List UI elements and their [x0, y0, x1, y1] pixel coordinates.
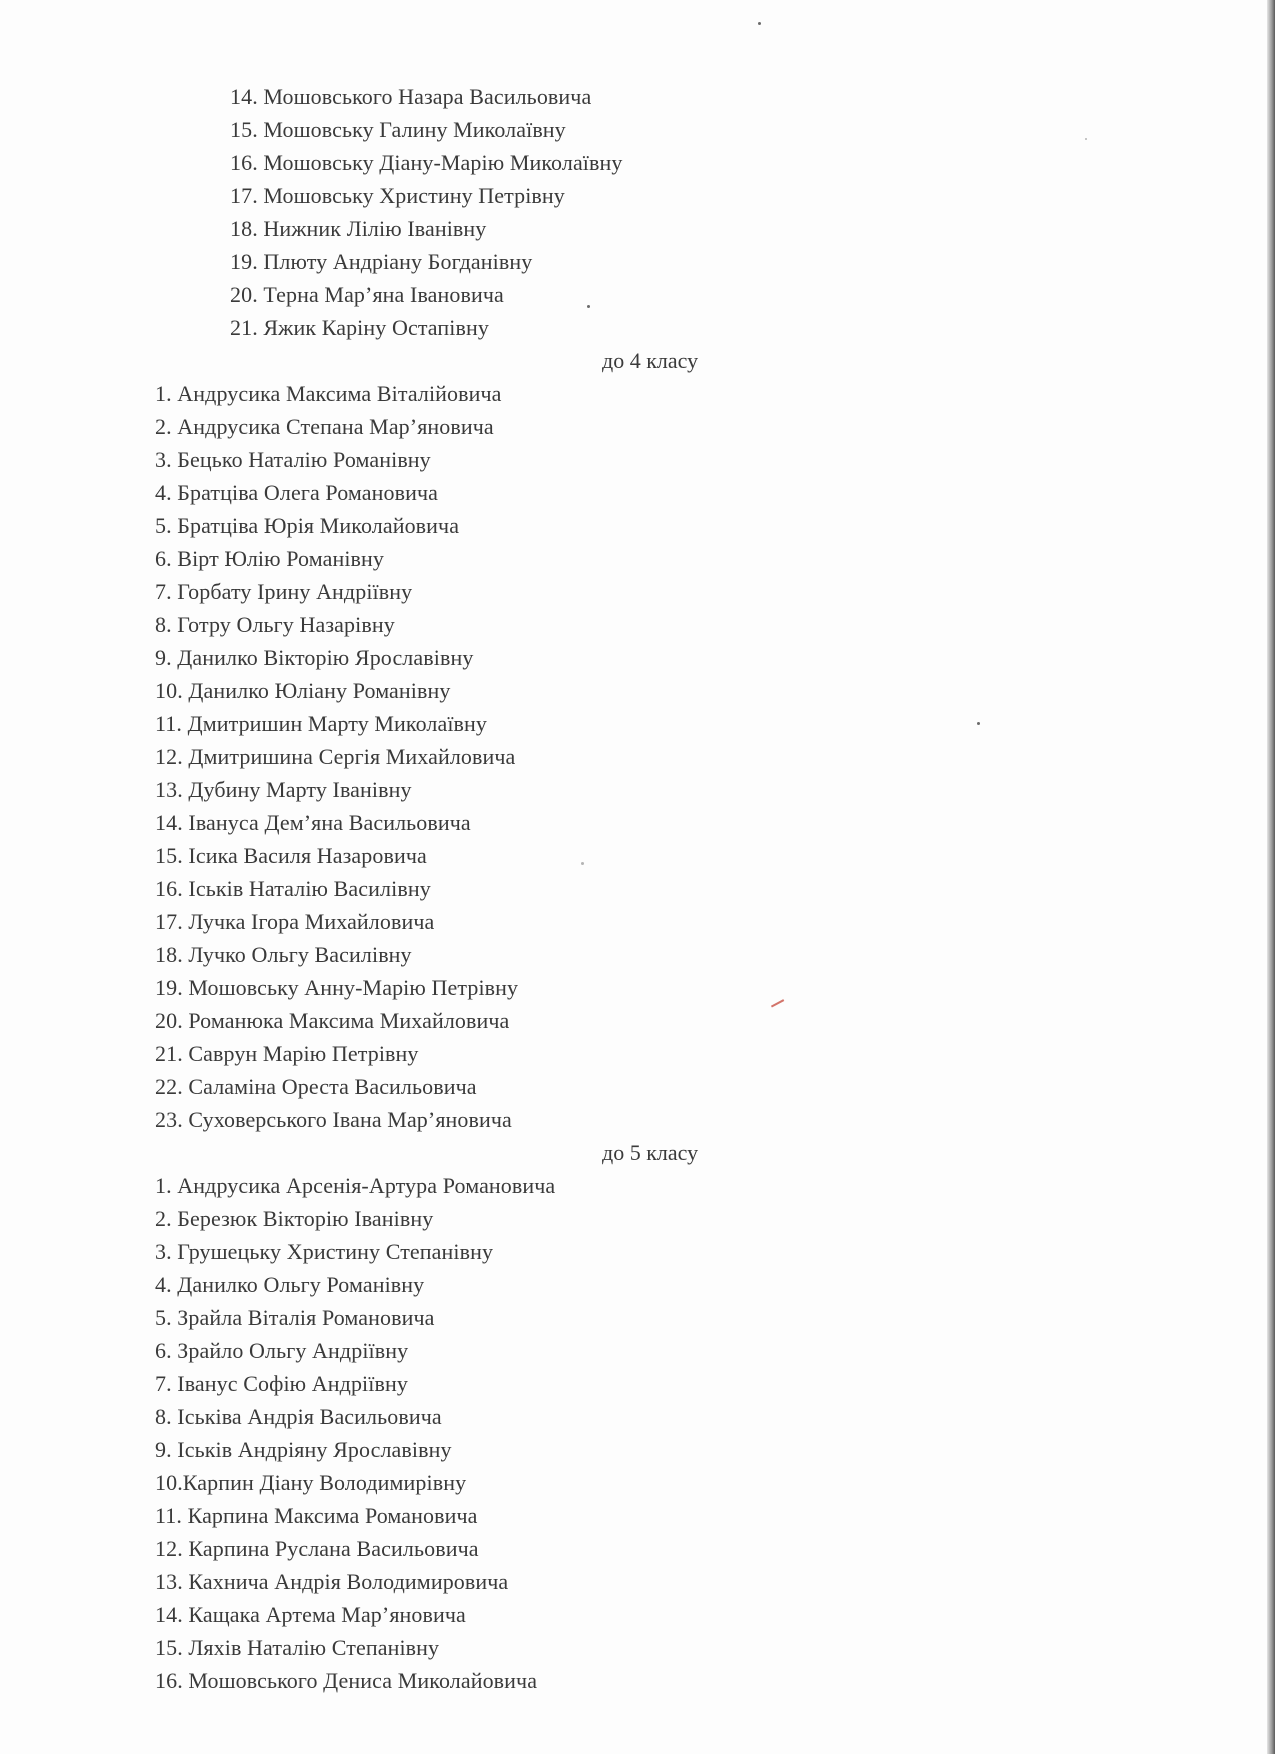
list-item: 10. Данилко Юліану Романівну [155, 678, 451, 703]
list-item: 9. Данилко Вікторію Ярославівну [155, 645, 474, 670]
list-item: 9. Іськів Андріяну Ярославівну [155, 1437, 452, 1462]
list-item: 14. Кащака Артема Мар’яновича [155, 1602, 466, 1627]
continuation-list [0, 80, 1260, 344]
list-item: 18. Лучко Ольгу Василівну [155, 942, 412, 967]
list-item: 21. Яжик Каріну Остапівну [230, 315, 489, 340]
list-item: 20. Романюка Максима Михайловича [155, 1008, 510, 1033]
list-item: 1. Андрусика Арсенія-Артура Романовича [155, 1173, 556, 1198]
list-item: 6. Зрайло Ольгу Андріївну [155, 1338, 409, 1363]
list-item: 16. Мошовську Діану-Марію Миколаївну [230, 150, 623, 175]
list-item: 18. Нижник Лілію Іванівну [230, 216, 487, 241]
list-item: 14. Мошовського Назара Васильовича [230, 84, 592, 109]
scan-edge-shadow [1267, 0, 1275, 1754]
list-item: 15. Ляхів Наталію Степанівну [155, 1635, 440, 1660]
document-body [0, 80, 1260, 1697]
list-item: 2. Березюк Вікторію Іванівну [155, 1206, 434, 1231]
list-item: 11. Карпина Максима Романовича [155, 1503, 478, 1528]
list-item: 4. Братціва Олега Романовича [155, 480, 438, 505]
grade5-heading: до 5 класу [602, 1140, 699, 1165]
list-item: 13. Кахнича Андрія Володимировича [155, 1569, 509, 1594]
list-item: 6. Вірт Юлію Романівну [155, 546, 385, 571]
list-item: 12. Дмитришина Сергія Михайловича [155, 744, 516, 769]
list-item: 15. Ісика Василя Назаровича [155, 843, 427, 868]
list-item: 19. Мошовську Анну-Марію Петрівну [155, 975, 519, 1000]
list-item: 1. Андрусика Максима Віталійовича [155, 381, 502, 406]
list-item: 8. Готру Ольгу Назарівну [155, 612, 395, 637]
list-item: 15. Мошовську Галину Миколаївну [230, 117, 566, 142]
list-item: 21. Саврун Марію Петрівну [155, 1041, 419, 1066]
list-item: 16. Мошовського Дениса Миколайовича [155, 1668, 538, 1693]
scan-speck [758, 22, 761, 25]
list-item: 23. Суховерського Івана Мар’яновича [155, 1107, 512, 1132]
list-item: 3. Грушецьку Христину Степанівну [155, 1239, 494, 1264]
grade5-list [0, 1169, 1260, 1697]
list-item: 5. Братціва Юрія Миколайовича [155, 513, 460, 538]
list-item: 16. Іськів Наталію Василівну [155, 876, 431, 901]
grade4-list [0, 377, 1260, 1136]
list-item: 22. Саламіна Ореста Васильовича [155, 1074, 477, 1099]
list-item: 7. Іванус Софію Андріївну [155, 1371, 408, 1396]
list-item: 3. Бецько Наталію Романівну [155, 447, 431, 472]
grade4-heading: до 4 класу [602, 348, 699, 373]
list-item: 8. Іськіва Андрія Васильовича [155, 1404, 442, 1429]
list-item: 17. Лучка Ігора Михайловича [155, 909, 435, 934]
list-item: 11. Дмитришин Марту Миколаївну [155, 711, 488, 736]
list-item: 17. Мошовську Христину Петрівну [230, 183, 565, 208]
list-item: 4. Данилко Ольгу Романівну [155, 1272, 425, 1297]
list-item: 20. Терна Мар’яна Івановича [230, 282, 504, 307]
list-item: 14. Івануса Дем’яна Васильовича [155, 810, 471, 835]
list-item: 7. Горбату Ірину Андріївну [155, 579, 413, 604]
list-item: 19. Плюту Андріану Богданівну [230, 249, 533, 274]
list-item: 2. Андрусика Степана Мар’яновича [155, 414, 494, 439]
list-item: 10.Карпин Діану Володимирівну [155, 1470, 467, 1495]
list-item: 13. Дубину Марту Іванівну [155, 777, 412, 802]
list-item: 12. Карпина Руслана Васильовича [155, 1536, 479, 1561]
list-item: 5. Зрайла Віталія Романовича [155, 1305, 435, 1330]
